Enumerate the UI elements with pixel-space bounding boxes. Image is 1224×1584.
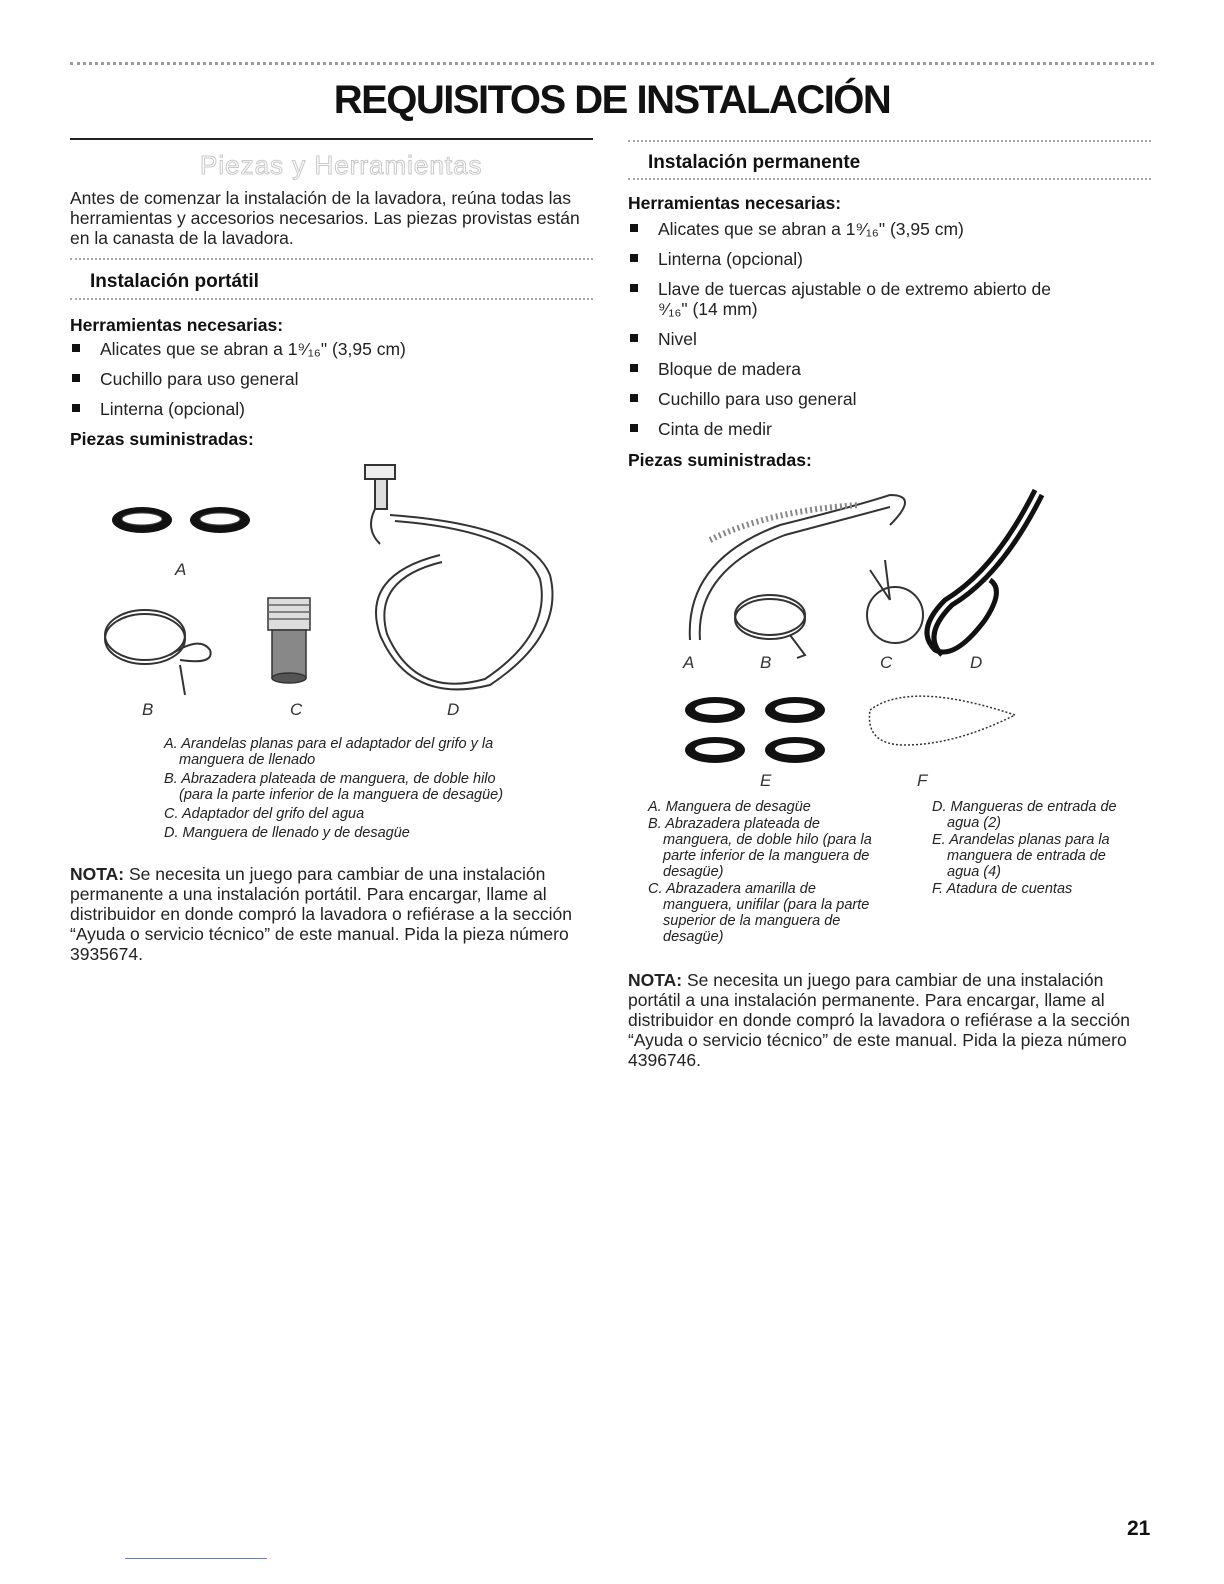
caption-a: A. Manguera de desagüe: [648, 799, 811, 815]
drain-hose-image: [690, 495, 905, 640]
caption-c-cont2: superior de la manguera de: [663, 913, 841, 929]
note-portatil: [70, 864, 595, 964]
note-text: Se necesita un juego para cambiar de una instalación portátil a una instalación permanente. Para encargar, llame al distribuidor en donde compró la lavadora o refiérase a la sección “Ayuda o servicio técnico” de este manual. Pida la pieza número 4396746.: [628, 970, 1130, 1070]
caption-d: D. Manguera de llenado y de desagüe: [164, 825, 410, 841]
permanente-top-rule: [628, 140, 1151, 142]
permanente-bottom-rule: [628, 178, 1151, 180]
list-item: Cuchillo para uso general: [628, 389, 1153, 409]
caption-b: B. Abrazadera plateada de manguera, de doble hilo: [164, 771, 496, 787]
fig-label-b: B: [142, 700, 154, 719]
list-item: [628, 279, 1153, 319]
caption-b-cont2: parte inferior de la manguera de: [663, 848, 870, 864]
caption-e: E. Arandelas planas para la: [932, 832, 1110, 848]
fig-label-f: F: [917, 771, 928, 790]
parts-heading-permanente: Piezas suministradas:: [628, 450, 812, 470]
left-section-rule: [70, 138, 593, 140]
caption-b-cont: (para la parte inferior de la manguera de desagüe): [179, 787, 504, 803]
permanent-captions-right: [932, 799, 1152, 897]
silver-clamp-image: [735, 595, 805, 658]
portatil-top-rule: [70, 258, 593, 260]
fig-label-e: E: [760, 771, 772, 790]
list-item: Alicates que se abran a 1⁹⁄₁₆" (3,95 cm): [628, 219, 1153, 239]
caption-c-cont3: desagüe): [663, 929, 724, 945]
tools-list-portatil: [70, 339, 590, 419]
list-item: Cuchillo para uso general: [70, 369, 590, 389]
section-title-piezas: Piezas y Herramientas: [200, 150, 483, 180]
fig-label-b: B: [760, 653, 772, 672]
permanent-captions-left: [648, 799, 903, 945]
faucet-adapter-image: [268, 598, 310, 683]
list-item: Linterna (opcional): [70, 399, 590, 419]
caption-a-cont: manguera de llenado: [179, 752, 316, 768]
caption-c-cont1: manguera, unifilar (para la parte: [663, 897, 870, 913]
portable-parts-illustration: [100, 455, 580, 725]
caption-d-cont: agua (2): [947, 815, 1002, 831]
fig-label-d: D: [970, 653, 983, 672]
caption-f: F. Atadura de cuentas: [932, 881, 1073, 897]
fig-label-c: C: [290, 700, 303, 719]
bead-tie-image: [869, 696, 1015, 745]
permanent-parts-illustration: [670, 470, 1050, 770]
list-item: Cinta de medir: [628, 419, 1153, 439]
tools-list-permanente: [628, 219, 1153, 439]
fig-label-d: D: [447, 700, 460, 719]
caption-b-cont1: manguera, de doble hilo (para la: [663, 832, 872, 848]
parts-heading-portatil: Piezas suministradas:: [70, 429, 254, 449]
page-number: 21: [1127, 1517, 1151, 1540]
caption-c: C. Adaptador del grifo del agua: [164, 806, 365, 822]
inlet-washers-image: [685, 697, 825, 763]
note-text: Se necesita un juego para cambiar de una instalación permanente a una instalación portátil. Para encargar, llame al distribuidor en donde compró la lavadora o refiérase a la sección “Ayuda o servicio técnico” de este manual. Pida la pieza número 3935674.: [70, 864, 572, 964]
flat-washers-image: [112, 507, 250, 533]
fig-label-a: A: [683, 653, 695, 672]
tool-wrench-line1: Llave de tuercas ajustable o de extremo abierto de: [658, 279, 1052, 299]
list-item: Alicates que se abran a 1⁹⁄₁₆" (3,95 cm): [70, 339, 590, 359]
caption-b: B. Abrazadera plateada de: [648, 816, 820, 832]
list-item: Linterna (opcional): [628, 249, 1153, 269]
footer-rule: [125, 1558, 267, 1559]
caption-e-cont1: manguera de entrada de: [947, 848, 1106, 864]
subsection-title-portatil: Instalación portátil: [90, 271, 259, 292]
caption-a: A. Arandelas planas para el adaptador del grifo y la: [164, 736, 494, 752]
page-title: REQUISITOS DE INSTALACIÓN: [333, 78, 891, 122]
caption-d: D. Mangueras de entrada de: [932, 799, 1117, 815]
top-dotted-rule: [70, 62, 1154, 65]
fig-label-a: A: [175, 560, 187, 579]
note-permanente: [628, 970, 1153, 1070]
list-item: Nivel: [628, 329, 1153, 349]
inlet-hoses-image: [927, 490, 1042, 655]
intro-paragraph: Antes de comenzar la instalación de la lavadora, reúna todas las herramientas y accesorios necesarios. Las piezas provistas están en la canasta de la lavadora.: [70, 188, 580, 248]
fill-drain-hose-image: [365, 465, 553, 689]
caption-b-cont3: desagüe): [663, 864, 724, 880]
note-label: NOTA:: [70, 864, 125, 884]
fig-label-c: C: [880, 653, 893, 672]
caption-c: C. Abrazadera amarilla de: [648, 881, 816, 897]
double-wire-clamp-image: [105, 610, 211, 695]
tool-wrench-line2: ⁹⁄₁₆" (14 mm): [658, 299, 758, 319]
caption-e-cont2: agua (4): [947, 864, 1002, 880]
note-label: NOTA:: [628, 970, 683, 990]
portable-captions: [164, 736, 584, 841]
tools-heading-portatil: Herramientas necesarias:: [70, 315, 284, 335]
tools-heading-permanente: Herramientas necesarias:: [628, 193, 842, 213]
yellow-clamp-image: [867, 560, 923, 643]
subsection-title-permanente: Instalación permanente: [648, 152, 861, 173]
portatil-bottom-rule: [70, 298, 593, 300]
list-item: Bloque de madera: [628, 359, 1153, 379]
